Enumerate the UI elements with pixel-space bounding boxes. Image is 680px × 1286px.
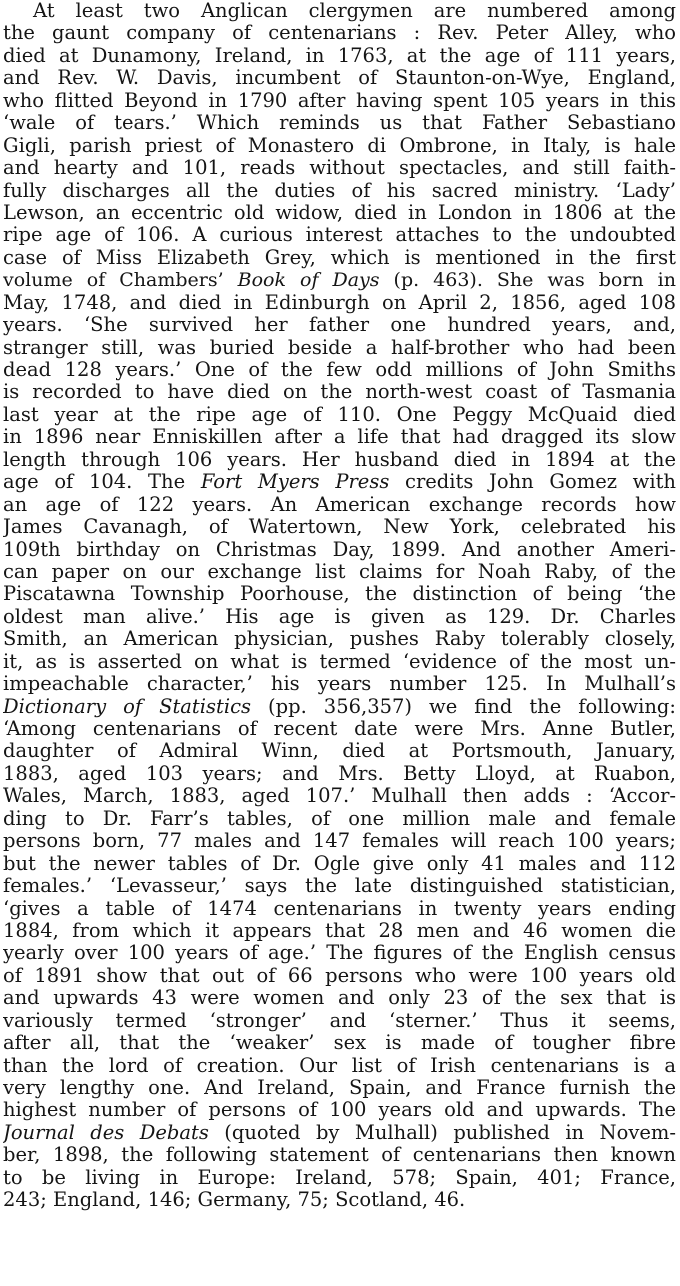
- text-line: [3, 1189, 676, 1211]
- text-line: [3, 269, 676, 291]
- text-line: [3, 987, 676, 1009]
- text-run: after all, that the ‘weaker’ sex is made of tougher fibre: [3, 1032, 676, 1055]
- text-run: variously termed ‘stronger’ and ‘sterner.’ Thus it seems,: [3, 1009, 676, 1032]
- text-run: died at Dunamony, Ireland, in 1763, at the age of 111 years,: [3, 44, 676, 67]
- italic-title: Journal des Debats: [3, 1121, 209, 1144]
- text-run: of 1891 show that out of 66 persons who were 100 years old: [3, 964, 676, 987]
- text-run: Piscatawna Township Poorhouse, the distinction of being ‘the: [3, 583, 676, 606]
- text-run: is recorded to have died on the north-west coast of Tasmania: [3, 381, 676, 404]
- text-run: females.’ ‘Levasseur,’ says the late distinguished statistician,: [3, 875, 676, 898]
- text-line: [3, 539, 676, 561]
- text-run: but the newer tables of Dr. Ogle give only 41 males and 112: [3, 852, 676, 875]
- text-line: [3, 426, 676, 448]
- text-line: [3, 875, 676, 897]
- text-line: [3, 1077, 676, 1099]
- text-line: [3, 516, 676, 538]
- text-line: [3, 157, 676, 179]
- text-run: persons born, 77 males and 147 females will reach 100 years;: [3, 830, 676, 853]
- italic-title: Fort Myers Press: [200, 471, 390, 494]
- text-run: to be living in Europe: Ireland, 578; Spain, 401; France,: [3, 1166, 676, 1189]
- italic-title: Dictionary of Statistics: [3, 695, 251, 718]
- text-run: case of Miss Elizabeth Grey, which is mentioned in the first: [3, 246, 676, 269]
- text-run: and hearty and 101, reads without spectacles, and still faith-: [3, 157, 676, 180]
- text-line: [3, 561, 676, 583]
- text-run: May, 1748, and died in Edinburgh on April 2, 1856, aged 108: [3, 291, 676, 314]
- text-run: it, as is asserted on what is termed ‘evidence of the most un-: [3, 650, 676, 673]
- text-run: the gaunt company of centenarians : Rev. Peter Alley, who: [3, 22, 676, 45]
- body-text: [3, 0, 676, 1212]
- text-run: credits John Gomez with: [389, 471, 676, 494]
- text-run: age of 104. The: [3, 471, 201, 494]
- text-line: [3, 1032, 676, 1054]
- text-run: can paper on our exchange list claims for Noah Raby, of the: [3, 560, 676, 583]
- text-run: and Rev. W. Davis, incumbent of Staunton-on-Wye, England,: [3, 67, 676, 90]
- text-line: [3, 247, 676, 269]
- text-run: ber, 1898, the following statement of centenarians then known: [3, 1144, 676, 1167]
- text-run: ‘Among centenarians of recent date were Mrs. Anne Butler,: [3, 718, 676, 740]
- text-line: [3, 628, 676, 650]
- text-line: [3, 22, 676, 44]
- text-run: stranger still, was buried beside a half-brother who had been: [3, 336, 676, 359]
- text-run: 243; England, 146; Germany, 75; Scotland, 46.: [3, 1189, 466, 1212]
- text-line: [3, 0, 676, 22]
- text-line: [3, 965, 676, 987]
- text-line: [3, 740, 676, 762]
- text-run: impeachable character,’ his years number 125. In Mulhall’s: [3, 673, 676, 696]
- text-run: last year at the ripe age of 110. One Peggy McQuaid died: [3, 403, 676, 426]
- text-run: ‘wale of tears.’ Which reminds us that Father Sebastiano: [3, 112, 676, 135]
- text-line: [3, 583, 676, 605]
- text-run: oldest man alive.’ His age is given as 129. Dr. Charles: [3, 605, 676, 628]
- text-run: length through 106 years. Her husband died in 1894 at the: [3, 448, 676, 471]
- text-line: [3, 673, 676, 695]
- text-run: ripe age of 106. A curious interest attaches to the undoubted: [3, 224, 676, 247]
- text-line: [3, 1010, 676, 1032]
- text-line: [3, 314, 676, 336]
- text-line: [3, 224, 676, 246]
- text-line: [3, 494, 676, 516]
- text-run: Wales, March, 1883, aged 107.’ Mulhall then adds : ‘Accor-: [3, 785, 676, 808]
- text-line: [3, 651, 676, 673]
- text-line: [3, 942, 676, 964]
- text-run: ding to Dr. Farr’s tables, of one million male and female: [3, 807, 676, 830]
- text-line: [3, 718, 676, 740]
- text-line: [3, 898, 676, 920]
- italic-title: Book of Days: [237, 269, 380, 292]
- text-run: very lengthy one. And Ireland, Spain, and France furnish the: [3, 1077, 676, 1099]
- text-run: dead 128 years.’ One of the few odd millions of John Smiths: [3, 359, 676, 381]
- text-line: [3, 696, 676, 718]
- text-run: fully discharges all the duties of his sacred ministry. ‘Lady’: [3, 179, 676, 202]
- text-run: Gigli, parish priest of Monastero di Ombrone, in Italy, is hale: [3, 134, 676, 157]
- text-run: and upwards 43 were women and only 23 of the sex that is: [3, 987, 676, 1010]
- text-run: 109th birthday on Christmas Day, 1899. And another Ameri-: [3, 538, 676, 561]
- text-run: years. ‘She survived her father one hundred years, and,: [3, 314, 676, 337]
- text-run: an age of 122 years. An American exchange records how: [3, 493, 676, 516]
- text-line: [3, 45, 676, 67]
- text-run: Lewson, an eccentric old widow, died in London in 1806 at the: [3, 201, 676, 224]
- text-line: [3, 67, 676, 89]
- text-line: [3, 763, 676, 785]
- text-run: yearly over 100 years of age.’ The figures of the English census: [3, 942, 676, 965]
- text-run: highest number of persons of 100 years old and upwards. The: [3, 1099, 676, 1122]
- text-line: [3, 381, 676, 403]
- text-line: [3, 404, 676, 426]
- text-run: (quoted by Mulhall) published in Novem-: [208, 1121, 676, 1144]
- text-run: (p. 463). She was born in: [379, 269, 676, 292]
- text-line: [3, 1122, 676, 1144]
- text-run: 1883, aged 103 years; and Mrs. Betty Lloyd, at Ruabon,: [3, 762, 676, 785]
- text-line: [3, 112, 676, 134]
- text-line: [3, 1167, 676, 1189]
- text-line: [3, 1144, 676, 1166]
- text-run: than the lord of creation. Our list of Irish centenarians is a: [3, 1054, 676, 1077]
- text-line: [3, 292, 676, 314]
- text-line: [3, 1055, 676, 1077]
- text-line: [3, 606, 676, 628]
- text-line: [3, 359, 676, 381]
- text-line: [3, 90, 676, 112]
- text-run: Smith, an American physician, pushes Raby tolerably closely,: [3, 628, 676, 651]
- text-run: ‘gives a table of 1474 centenarians in twenty years ending: [3, 897, 676, 920]
- text-line: [3, 785, 676, 807]
- text-line: [3, 808, 676, 830]
- text-line: [3, 853, 676, 875]
- text-run: (pp. 356,357) we find the following:: [251, 695, 676, 718]
- text-run: At least two Anglican clergymen are numbered among: [33, 0, 676, 22]
- text-line: [3, 135, 676, 157]
- text-run: James Cavanagh, of Watertown, New York, celebrated his: [3, 516, 676, 539]
- text-run: in 1896 near Enniskillen after a life that had dragged its slow: [3, 426, 676, 449]
- text-run: 1884, from which it appears that 28 men and 46 women die: [3, 919, 676, 942]
- text-run: daughter of Admiral Winn, died at Portsmouth, January,: [3, 740, 676, 763]
- text-line: [3, 202, 676, 224]
- text-line: [3, 471, 676, 493]
- text-run: who flitted Beyond in 1790 after having spent 105 years in this: [3, 89, 676, 112]
- text-line: [3, 180, 676, 202]
- text-line: [3, 449, 676, 471]
- text-line: [3, 920, 676, 942]
- text-line: [3, 337, 676, 359]
- text-run: volume of Chambers’: [3, 269, 238, 292]
- text-line: [3, 830, 676, 852]
- text-line: [3, 1099, 676, 1121]
